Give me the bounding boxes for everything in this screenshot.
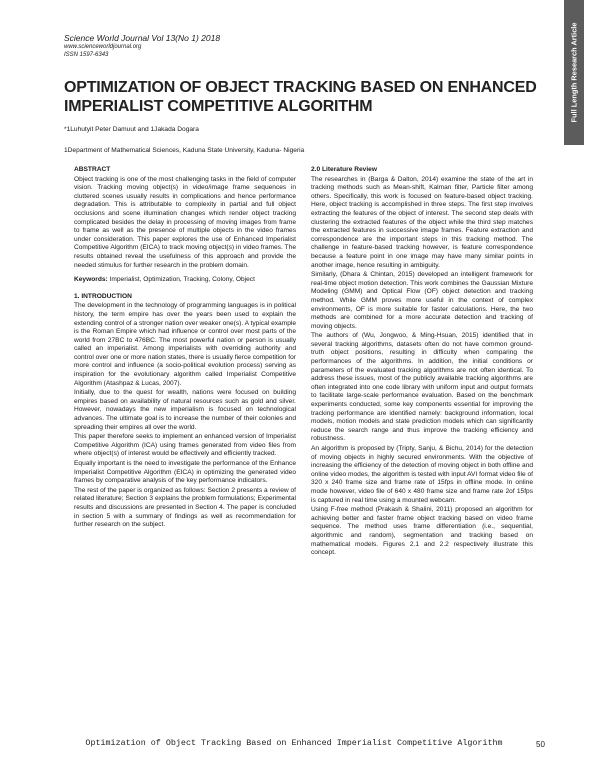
journal-name: Science World Journal Vol 13(No 1) 2018	[64, 33, 221, 43]
intro-paragraph: This paper therefore seeks to implement an enhanced version of Imperialist Competitive Algorithm (ICA) using frames generated from video files from where object(s) of interest would be effectively and efficiently tracked.	[74, 433, 296, 458]
page-number: 50	[536, 740, 545, 749]
abstract-heading: ABSTRACT	[74, 166, 111, 173]
literature-paragraph: The authors of (Wu, Jongwoo, & Ming-Hsuan, 2015) identified that in several tracking algorithms, datasets often do not have common ground-truth object positions, resulting in difficulty when comparing the performances of the algorithms. In addition, the initial conditions or parameters of the evaluated tracking algorithms are not often identical. To address these issues, most of the publicly available tracking algorithms are often integrated into one code library with uniform input and output formats to facilitate large-scale performance evaluation. Based on the benchmark experiments conducted, some key components essential for improving the tracking performance are identified namely: background information, local models, motion models and state prediction models which can significantly reduce the search range and thus improve the tracking efficiency and robustness.	[311, 332, 533, 443]
abstract-text: Object tracking is one of the most challenging tasks in the field of computer vision. Tracking moving object(s) in video/image frame sequences in cluttered scenes usually results in complications and hence performance degradation. This is attributable to complexity in partial and full object occlusions and scene illumination changes which render object tracking complicated besides the delay in processing of moving images from frame to frame as well as the presence of multiple objects in the video frames under consideration. This paper explores the use of Enhanced Imperialist Competitive Algorithm (EICA) to track moving object(s) in video frames. The results obtained reveal the usefulness of this approach and provide the needed stimulus for further research in the problem domain.	[74, 175, 296, 269]
introduction-heading: 1. INTRODUCTION	[74, 292, 132, 300]
literature-paragraph: Similarly, (Dhara & Chintan, 2015) developed an intelligent framework for real-time object motion detection. This work combines the Gaussian Mixture Modeling (GMM) and Optical Flow (OF) object detection and tracking method. While GMM proves more useful in the context of complex environments, OF is more suitable for faster calculations. Here, the two methods are combined for a more accurate detection and tracking of moving objects.	[311, 271, 533, 330]
literature-heading: 2.0 Literature Review	[311, 166, 377, 173]
literature-paragraph: The researches in (Barga & Dalton, 2014) examine the state of the art in tracking methods such as Mean-shift, Kalman filter, Particle filter among others. Specifically, this work is focused on feature-based object tracking. Here, object tracking is accomplished in three steps. The first step involves extracting the features of the object of interest. The second step deals with clustering the extracted features of the object while the third step matches the extracted features in successive image frames. Feature extraction and correspondence are the important steps in this tracking method. The challenge in feature-based tracking however, is feature correspondence because a feature point in one image may have many similar points in another image, hence resulting in ambiguity.	[311, 175, 533, 269]
author-affiliation: 1Department of Mathematical Sciences, Kaduna State University, Kaduna- Nigeria	[64, 147, 305, 154]
journal-url[interactable]: www.scienceworldjournal.org	[64, 44, 142, 50]
journal-issn: ISSN 1597-6343	[64, 52, 109, 58]
running-footer: Optimization of Object Tracking Based on Enhanced Imperialist Competitive Algorithm	[85, 738, 503, 748]
intro-paragraph: The rest of the paper is organized as follows: Section 2 presents a review of related literature; Section 3 explains the problem formulations; Experimental results and discussions are presented in Section 4. The paper is concluded in section 5 with a summary of findings as well as recommendation for further research on the subject.	[74, 486, 296, 529]
paper-title: OPTIMIZATION OF OBJECT TRACKING BASED ON ENHANCED IMPERIALIST COMPETITIVE ALGORITHM	[64, 79, 537, 115]
literature-paragraph: Using F-free method (Prakash & Shalini, 2011) proposed an algorithm for achieving better and faster frame object tracking based on video frame sequence. The method uses frame differentiation (i.e., sequential, algorithmic and random), segmentation and tracking based on mathematical models. Figures 2.1 and 2.2 respectively illustrate this concept.	[311, 506, 533, 557]
intro-paragraph: Equally important is the need to investigate the performance of the Enhance Imperialist Competitive Algorithm (EICA) in optimizing the generated video frames by comparative analysis of the key performance indicators.	[74, 460, 296, 485]
article-type-label: Full Length Research Article	[569, 22, 579, 123]
keywords-text: Imperialist, Optimization, Tracking, Colony, Object	[109, 276, 255, 284]
intro-paragraph: Initially, due to the quest for wealth, nations were focused on building empires based on availability of natural resources such as gold and silver. However, nowadays the new imperialism is focused on technological advances. The ultimate goal is to increase the number of their colonies and spreading their empires all over the world.	[74, 389, 296, 431]
intro-paragraph: The development in the technology of programming languages is in political history, the term empire has over the years been used to explain the extending control of a stronger nation over weaker one(s). A typical example is the Roman Empire which had influence or control over most parts of the world from 27BC to 476BC. The most powerful nation or person is usually called an imperialist. Among imperialists with overriding authority and control over one or more nation states, there is usually fierce competition for more control and influence (a socio-political evolution process) serving as inspiration for the evolutionary algorithm called Imperialist Competitive Algorithm (Atashpaz & Lucas, 2007).	[74, 302, 296, 387]
right-column	[311, 166, 533, 559]
keywords	[74, 276, 296, 285]
article-type-tab	[564, 0, 584, 145]
journal-header	[64, 33, 220, 59]
literature-paragraph: An algorithm is proposed by (Tripty, Sanju, & Bichu, 2014) for the detection of moving objects in highly secured environments. With the objective of increasing the efficiency of the detection of moving object in both offline and online video modes, the algorithm is tested with input AVI format video file of 320 x 240 frame size and frame rate of 15fps in offline mode. In online mode however, video file of 640 x 480 frame size and frame rate 2of 15fps is captured in real time using a mounted webcam.	[311, 445, 533, 504]
left-column	[74, 166, 296, 531]
paper-authors: *1Luhutyit Peter Damuut and 1Jakada Dogara	[64, 126, 199, 133]
keywords-label: Keywords:	[74, 276, 108, 284]
